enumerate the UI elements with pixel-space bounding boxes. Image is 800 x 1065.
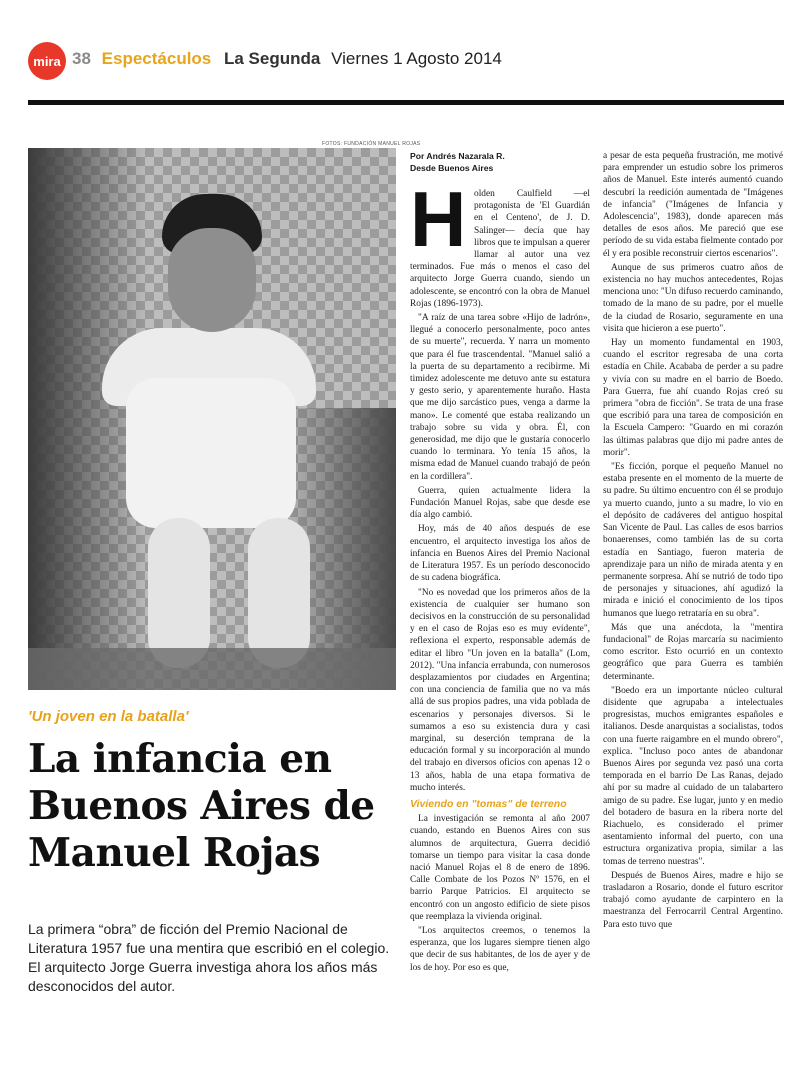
body-paragraph: Hoy, más de 40 años después de ese encuentro, el arquitecto investiga los años de infancia en Buenos Aires del Premio Nacional de Literatura 1957. Es un período desconocido de su cadena biográfica. <box>410 524 590 584</box>
drop-cap: H <box>410 175 467 263</box>
body-paragraph: Guerra, quien actualmente lidera la Fundación Manuel Rojas, sabe que desde ese día algo cambió. <box>410 485 590 521</box>
page-number: 38 <box>72 49 91 68</box>
photo-body <box>126 378 296 528</box>
kicker: 'Un joven en la batalla' <box>28 708 189 725</box>
lead-line-2: El arquitecto Jorge Guerra investiga ahora los años más desconocidos del autor. <box>28 959 378 994</box>
byline <box>410 150 590 174</box>
body-paragraph: "No es novedad que los primeros años de la existencia de cualquier ser humano son decisivos en la construcción de su personalidad y en el caso de Rojas eso es muy evidente", reflexiona el experto, responsable además de editar el libro "Un joven en la batalla" (Lom, 2012). "Una infancia errabunda, con numerosos desplazamientos por ciudades en Argentina; con una conciencia de familia que no va más allá de sus propios padres, una vida poblada de escenarios y personajes diversos. Si le sumamos a eso su existencia dura y casi marginal, su deserción temprana de la educación formal y su incorporación al mundo del trabajo en diversos oficios con apenas 12 o 13 años, habla de una etapa formativa de mucho interés. <box>410 587 590 793</box>
mira-logo: mira <box>28 42 66 80</box>
photo-credit: FOTOS: FUNDACIÓN MANUEL ROJAS <box>322 141 421 147</box>
body-paragraph: Después de Buenos Aires, madre e hijo se trasladaron a Rosario, donde el futuro escritor trabajó como ayudante de carpintero en la maestranza del Ferrocarril Central Argentino. Para esto tuvo que <box>603 870 783 930</box>
section-name: Espectáculos <box>101 49 212 68</box>
publication-name: La Segunda <box>224 49 321 68</box>
article-column-3 <box>603 150 783 1062</box>
body-paragraph: "Es ficción, porque el pequeño Manuel no estaba presente en el momento de la muerte de su padre. Su último encuentro con él se produjo ya muerto cuando, junto a su madre, lo vio en el depósito de cadáveres del antiguo hospital San Vicente de Paul. Las calles de esos barrios bonaerenses, como también las de su corta estadía en Santiago, fueron materia de aprendizaje para un niño de mirada atenta y en permanente sorpresa. Ahí se nutrió de todo tipo de personajes y situaciones, ahí agudizó la mirada e inició el conocimiento de los tipos humanos que luego retrataría en su obra". <box>603 462 783 619</box>
headline: La infancia en Buenos Aires de Manuel Rojas <box>28 736 375 876</box>
subheading: Viviendo en "tomas" de terreno <box>410 797 567 810</box>
body-paragraph: a pesar de esta pequeña frustración, me motivé para emprender un estudio sobre los primeros años de Manuel. Este interés aumentó cuando descubrí la reedición aumentada de "Imágenes de infancia" ("Imágenes de Infancia y Adolescencia", 1983), donde aparecen más detalles de esos años. Me pareció que ese período de su vida estaba fielmente contado por él y era posible reconstruir ciertos escenarios". <box>603 151 783 259</box>
lead-paragraph <box>28 920 394 996</box>
body-paragraph: "A raíz de una tarea sobre «Hijo de ladrón», llegué a conocerlo personalmente, poco antes de su muerte", recuerda. Y narra un momento que para él fue trascendental. "Manuel salió a la puerta de su departamento a recibirme. Mi timidez adolescente me detuvo ante su estatura y gesto serio, y aparentemente huraño. Hasta que me dijo sarcástico pues, venga a darme la mano». Le comenté que estaba realizando un trabajo sobre su vida y obra. Él, con generosidad, me dijo que le gustaría conocerlo cuando lo terminara. Yo tenía 15 años, la misma edad de Manuel cuando trabajó de peón en la cordillera". <box>410 313 590 482</box>
page-header <box>28 42 788 82</box>
body-paragraph: "Los arquitectos creemos, o tenemos la esperanza, que los lugares siempre tienen algo que decir de sus habitantes, de los de ayer y de los de hoy. Por eso es que, <box>410 925 590 973</box>
body-paragraph: Aunque de sus primeros cuatro años de existencia no hay muchos antecedentes, Rojas menciona uno: "Un difuso recuerdo caminando, tomado de la mano de su padre, por el muelle de la ciudad de Rosario, seguramente en una visita que hicieron a ese puerto". <box>603 262 783 334</box>
header-line <box>72 49 502 69</box>
body-paragraph: Hay un momento fundamental en 1903, cuando el escritor regresaba de una corta estadía en Chile. Acababa de perder a su padre y vivía con su madre en el barrio de Boedo. Para Guerra, fue ahí cuando Rojas creó su primera "obra de ficción". Se trata de una frase que escribió para una tarea de composición en la Escuela Campero: "Guardo en mi corazón las últimas palabras que dijo mi padre antes de morir". <box>603 338 783 458</box>
child-portrait-photo <box>28 148 396 690</box>
body-paragraph: Más que una anécdota, la "mentira fundacional" de Rojas marcaría su nacimiento como escritor. Esto ocurrió en un contexto geográfico que para Guerra es también determinante. <box>603 622 783 682</box>
lead-line-1: La primera “obra” de ficción del Premio Nacional de Literatura 1957 fue una mentira que escribió en el colegio. <box>28 921 390 956</box>
article-column-2 <box>410 150 590 1060</box>
photo-face <box>168 228 256 332</box>
byline-author: Por Andrés Nazarala R. <box>410 151 505 161</box>
issue-date: Viernes 1 Agosto 2014 <box>331 49 502 68</box>
photo-ground <box>28 648 396 690</box>
body-paragraph: La investigación se remonta al año 2007 cuando, estando en Buenos Aires con sus alumnos de arquitectura, Guerra decidió tomarse un tiempo para visitar la casa donde nació Manuel Rojas el 8 de enero de 1896. Calle Combate de los Pozos Nº 1576, en el barrio Parque Patricios. El arquitecto se encontró con un angosto edificio de siete pisos que reemplaza la vivienda original. <box>410 814 590 922</box>
body-paragraph: olden Caulfield —el protagonista de 'El Guardián en el Centeno', de J. D. Salinger— decía que hay libros que te impulsan a querer llamar al autor una vez terminados. Fue más o menos el caso del arquitecto Jorge Guerra cuando, siendo un adolescente, se encontró con la obra de Manuel Rojas (1896-1973). <box>410 189 590 309</box>
byline-location: Desde Buenos Aires <box>410 163 494 173</box>
photo-left-leg <box>148 518 210 668</box>
body-paragraph: "Boedo era un importante núcleo cultural disidente que agrupaba a intelectuales progresistas, muchos emigrantes españoles e italianos. Desde anarquistas a socialistas, todos con una fuerte raigambre en el mundo obrero", explica. "Incluso poco antes de abandonar Buenos Aires por segunda vez pasó una corta temporada en el barrio De Las Ranas, dejado ahí por su madre al cuidado de un talabartero amigo de su padre. Ese lugar, junto y en medio del botadero de basura en la ribera norte del Riachuelo, es considerado el primer asentamiento informal del puerto, con una estructura organizativa propia, similar a las tomas de terreno nuestras". <box>603 685 783 867</box>
photo-right-leg <box>248 518 310 668</box>
header-rule <box>28 100 784 105</box>
